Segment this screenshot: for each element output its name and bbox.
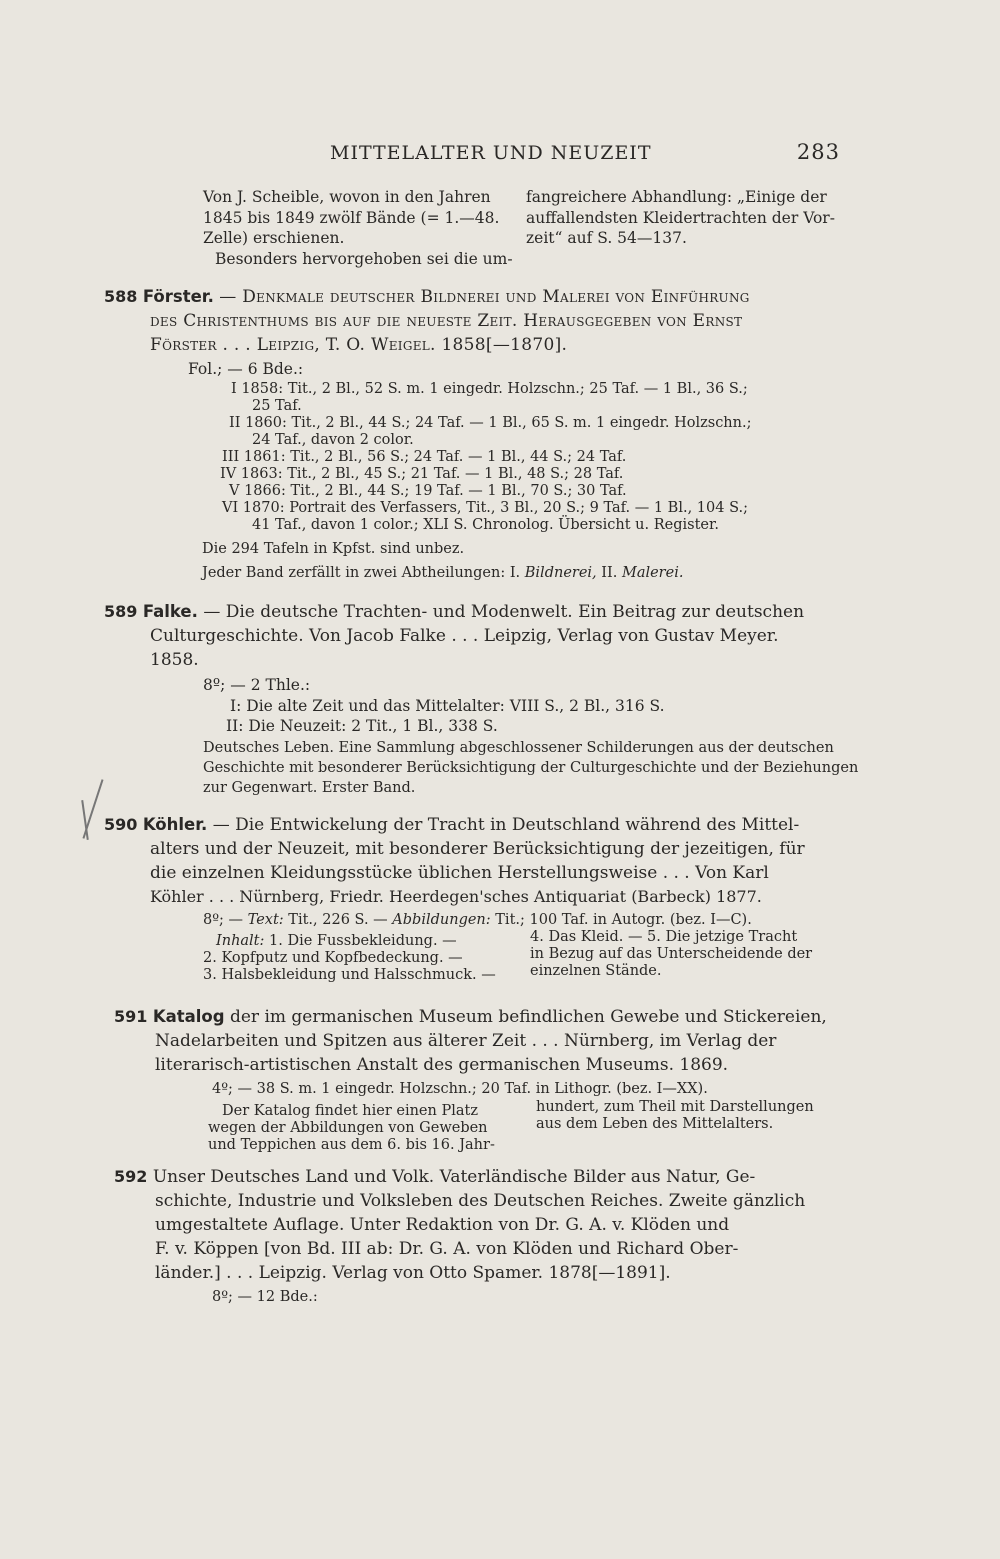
volume-line: III 1861: Tit., 2 Bl., 56 S.; 24 Taf. — 1 Bl., 44 S.; 24 Taf. (222, 449, 627, 465)
entry-format: Fol.; — 6 Bde.: (188, 360, 304, 378)
intro-right-line: auffallendsten Kleidertrachten der Vor- (526, 209, 835, 227)
volume-line: V 1866: Tit., 2 Bl., 44 S.; 19 Taf. — 1 Bl., 70 S.; 30 Taf. (229, 483, 627, 499)
intro-left-line: 1845 bis 1849 zwölf Bände (= 1.—48. (203, 209, 500, 227)
note-line: Der Katalog findet hier einen Platz (222, 1103, 478, 1119)
entry-title-line: 1858. (150, 650, 199, 670)
entry-author: Köhler. (142, 815, 208, 834)
series-line: Deutsches Leben. Eine Sammlung abgeschlossener Schilderungen aus der deutschen (203, 740, 834, 756)
contents-line: 4. Das Kleid. — 5. Die jetzige Tracht (530, 929, 798, 945)
entry-title-line: Nadelarbeiten und Spitzen aus älterer Zeit . . . Nürnberg, im Verlag der (155, 1031, 777, 1051)
part-line: I: Die alte Zeit und das Mittelalter: VIII S., 2 Bl., 316 S. (230, 697, 665, 715)
intro-right-line: fangreichere Abhandlung: „Einige der (526, 188, 827, 206)
series-line: Geschichte mit besonderer Berücksichtigung der Culturgeschichte und der Beziehungen (203, 760, 859, 776)
volume-line: 25 Taf. (252, 398, 302, 414)
volume-line: I 1858: Tit., 2 Bl., 52 S. m. 1 eingedr. Holzschn.; 25 Taf. — 1 Bl., 36 S.; (231, 381, 748, 397)
entry-number: 589 (104, 602, 138, 621)
contents-line: 2. Kopfputz und Kopfbedeckung. — (203, 950, 463, 966)
entry-title-line: die einzelnen Kleidungsstücke üblichen Herstellungsweise . . . Von Karl (150, 863, 769, 883)
volume-line: II 1860: Tit., 2 Bl., 44 S.; 24 Taf. — 1 Bl., 65 S. m. 1 eingedr. Holzschn.; (229, 415, 752, 431)
note-line: und Teppichen aus dem 6. bis 16. Jahr- (208, 1137, 495, 1153)
entry-title-line: des Christenthums bis auf die neueste Zeit. Herausgegeben von Ernst (150, 311, 743, 331)
running-title: MITTELALTER UND NEUZEIT (330, 142, 652, 164)
part-line: II: Die Neuzeit: 2 Tit., 1 Bl., 338 S. (226, 717, 498, 735)
contents-line: 3. Halsbekleidung und Halsschmuck. — (203, 967, 496, 983)
entry-title-line: F. v. Köppen [von Bd. III ab: Dr. G. A. von Klöden und Richard Ober- (155, 1239, 739, 1259)
entry-title-line: — Denkmale deutscher Bildnerei und Malerei von Einführung (219, 287, 750, 307)
entry-note: Die 294 Tafeln in Kpfst. sind unbez. (202, 541, 465, 557)
contents-label: Inhalt: (216, 933, 265, 949)
volume-line: 24 Taf., davon 2 color. (252, 432, 414, 448)
entry-title-line: schichte, Industrie und Volksleben des Deutschen Reiches. Zweite gänzlich (155, 1191, 806, 1211)
volume-line: VI 1870: Portrait des Verfassers, Tit., 3 Bl., 20 S.; 9 Taf. — 1 Bl., 104 S.; (222, 500, 748, 516)
contents-line: einzelnen Stände. (530, 963, 662, 979)
entry-note: Jeder Band zerfällt in zwei Abtheilungen: I. Bildnerei, II. Malerei. (202, 565, 684, 581)
entry-format: 8º; — Text: Tit., 226 S. — Abbildungen: Tit.; 100 Taf. in Autogr. (bez. I—C). (203, 912, 752, 928)
entry-title-line: länder.] . . . Leipzig. Verlag von Otto Spamer. 1878[—1891]. (155, 1263, 671, 1283)
intro-left-line: Besonders hervorgehoben sei die um- (215, 250, 513, 268)
entry-title-line: der im germanischen Museum befindlichen Gewebe und Stickereien, (229, 1007, 827, 1027)
volume-line: IV 1863: Tit., 2 Bl., 45 S.; 21 Taf. — 1 Bl., 48 S.; 28 Taf. (220, 466, 624, 482)
entry-format: 4º; — 38 S. m. 1 eingedr. Holzschn.; 20 Taf. in Lithogr. (bez. I—XX). (212, 1081, 708, 1097)
entry-title-line: alters und der Neuzeit, mit besonderer Berücksichtigung der jezeitigen, für (150, 839, 805, 859)
entry-format: 8º; — 2 Thle.: (203, 676, 311, 694)
contents-line: 1. Die Fussbekleidung. — (269, 933, 457, 949)
entry-author: Katalog (152, 1007, 225, 1026)
entry-number: 588 (104, 287, 138, 306)
entry-author: Förster. (142, 287, 214, 306)
note-line: wegen der Abbildungen von Geweben (208, 1120, 488, 1136)
entry-title-line: literarisch-artistischen Anstalt des germanischen Museums. 1869. (155, 1055, 729, 1075)
entry-number: 592 (114, 1167, 148, 1186)
intro-left-line: Zelle) erschienen. (203, 229, 345, 247)
intro-right-line: zeit“ auf S. 54—137. (526, 229, 687, 247)
note-line: hundert, zum Theil mit Darstellungen (536, 1099, 814, 1115)
volume-line: 41 Taf., davon 1 color.; XLI S. Chronolog. Übersicht u. Register. (252, 517, 719, 533)
contents-line: in Bezug auf das Unterscheidende der (530, 946, 813, 962)
entry-title-line: — Die deutsche Trachten- und Modenwelt. Ein Beitrag zur deutschen (203, 602, 805, 622)
entry-title-line: umgestaltete Auflage. Unter Redaktion von Dr. G. A. v. Klöden und (155, 1215, 730, 1235)
entry-format: 8º; — 12 Bde.: (212, 1289, 318, 1305)
series-line: zur Gegenwart. Erster Band. (203, 780, 416, 796)
note-line: aus dem Leben des Mittelalters. (536, 1116, 774, 1132)
entry-title-line: Förster . . . Leipzig, T. O. Weigel. 1858[—1870]. (150, 335, 568, 355)
entry-title-line: Köhler . . . Nürnberg, Friedr. Heerdegen'sches Antiquariat (Barbeck) 1877. (150, 887, 762, 906)
entry-number: 591 (114, 1007, 148, 1026)
entry-author: Falke. (142, 602, 198, 621)
page-number: 283 (796, 140, 840, 164)
entry-number: 590 (104, 815, 138, 834)
intro-left-line: Von J. Scheible, wovon in den Jahren (203, 188, 491, 206)
entry-title-line: Culturgeschichte. Von Jacob Falke . . . Leipzig, Verlag von Gustav Meyer. (150, 626, 779, 646)
entry-title-line: Unser Deutsches Land und Volk. Vaterländische Bilder aus Natur, Ge- (152, 1167, 756, 1187)
entry-title-line: — Die Entwickelung der Tracht in Deutschland während des Mittel- (212, 815, 800, 835)
